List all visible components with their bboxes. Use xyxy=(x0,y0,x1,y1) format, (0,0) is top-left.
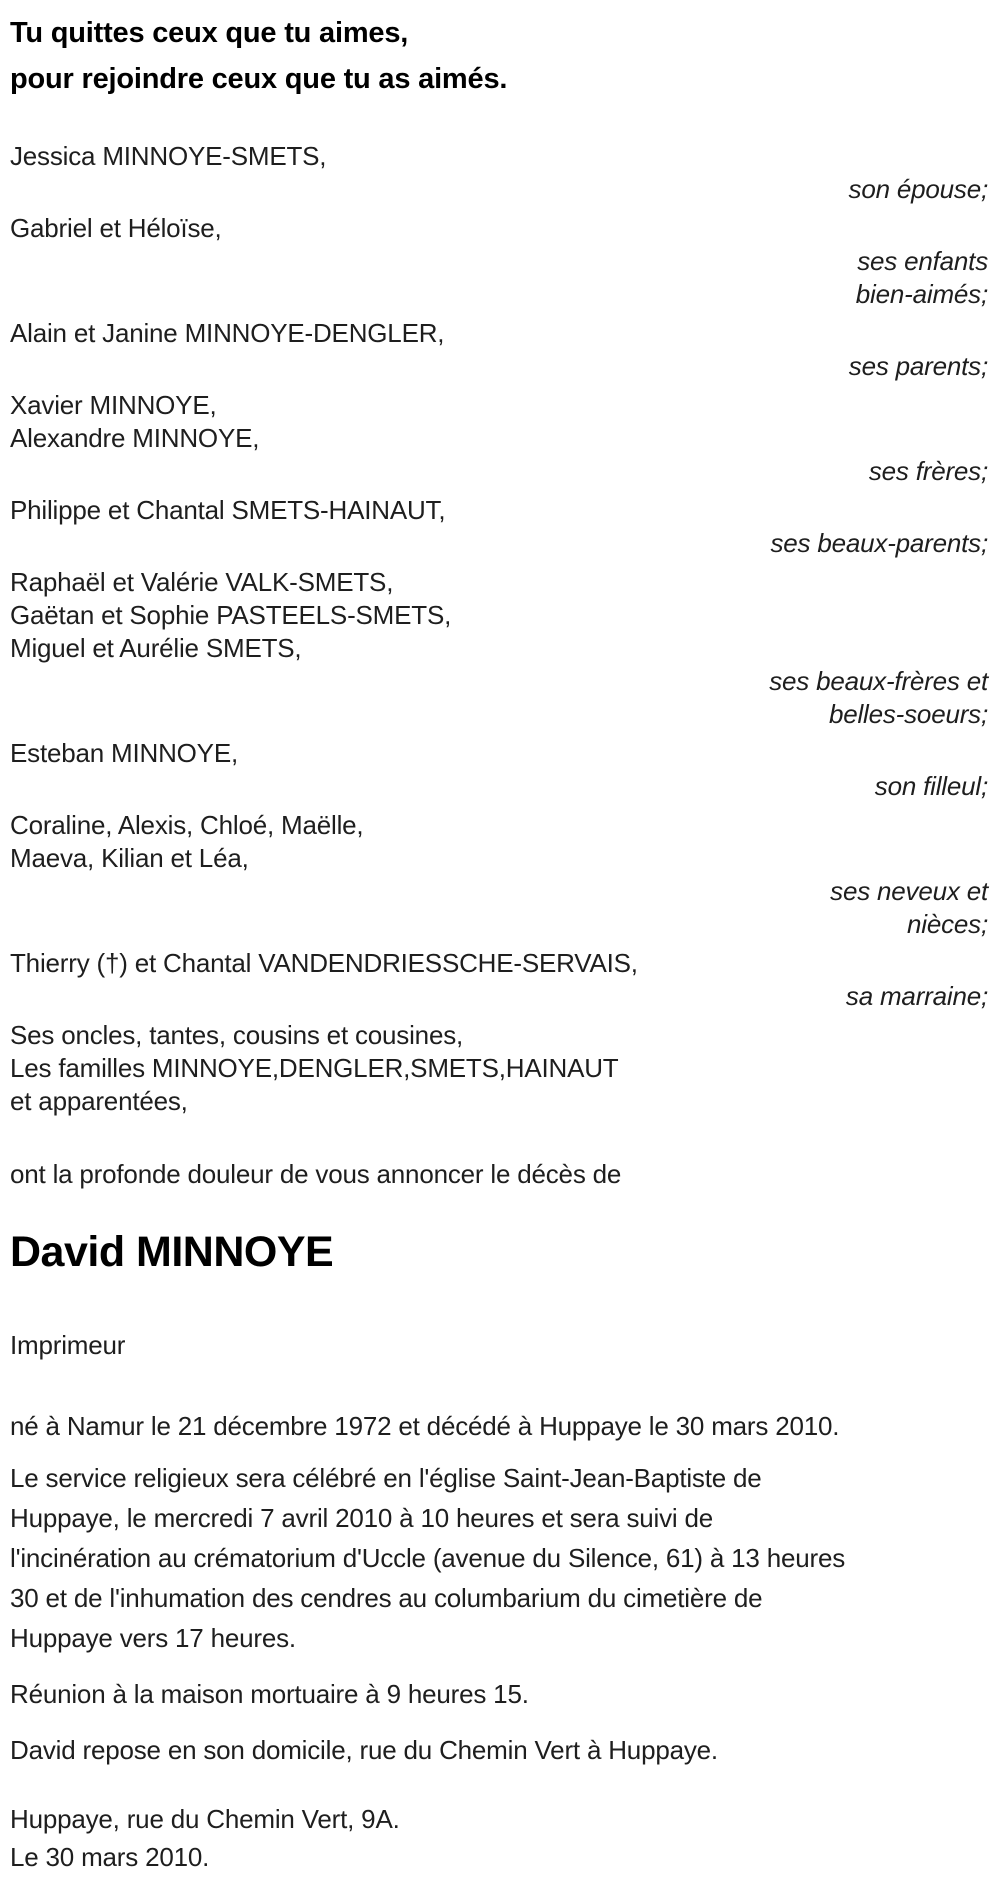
repose-line: David repose en son domicile, rue du Chemin Vert à Huppaye. xyxy=(10,1735,718,1765)
mourner-name: Alain et Janine MINNOYE-DENGLER, xyxy=(10,318,445,348)
mourner-name: Raphaël et Valérie VALK-SMETS, xyxy=(10,567,394,597)
deceased-name: David MINNOYE xyxy=(10,1228,334,1276)
service-line: Huppaye vers 17 heures. xyxy=(10,1623,296,1653)
mourner-name: Jessica MINNOYE-SMETS, xyxy=(10,141,327,171)
relation-line: ses beaux-frères et xyxy=(769,666,988,696)
service-line: 30 et de l'inhumation des cendres au columbarium du cimetière de xyxy=(10,1583,763,1613)
mourner-name: Esteban MINNOYE, xyxy=(10,738,238,768)
relation-line: bien-aimés; xyxy=(855,279,988,309)
relation-line: ses parents; xyxy=(848,351,988,381)
deceased-profession: Imprimeur xyxy=(10,1330,126,1360)
mourner-name: Xavier MINNOYE, xyxy=(10,390,217,420)
mourner-group-godmother xyxy=(10,947,988,1013)
epigraph-line-1: Tu quittes ceux que tu aimes, xyxy=(10,17,409,49)
service-line: Huppaye, le mercredi 7 avril 2010 à 10 heures et sera suivi de xyxy=(10,1503,713,1533)
mourner-relation xyxy=(10,875,988,941)
mourner-name: Philippe et Chantal SMETS-HAINAUT, xyxy=(10,495,446,525)
mourner-name: Coraline, Alexis, Chloé, Maëlle, xyxy=(10,810,364,840)
announcement-line: ont la profonde douleur de vous annoncer le décès de xyxy=(10,1159,622,1189)
epigraph-line-2: pour rejoindre ceux que tu as aimés. xyxy=(10,63,508,95)
mourner-relation xyxy=(10,770,988,803)
epigraph xyxy=(10,10,988,102)
relation-line: son épouse; xyxy=(848,174,988,204)
relation-line: ses beaux-parents; xyxy=(770,528,988,558)
mourner-name: Alexandre MINNOYE, xyxy=(10,423,260,453)
family-line: et apparentées, xyxy=(10,1086,188,1116)
mourner-name: Gabriel et Héloïse, xyxy=(10,213,222,243)
service-paragraph xyxy=(10,1458,988,1658)
relation-line: ses enfants xyxy=(857,246,988,276)
mourner-relation xyxy=(10,665,988,731)
mourner-group-inlaw-siblings xyxy=(10,566,988,731)
relation-line: ses neveux et xyxy=(830,876,988,906)
mourner-relation xyxy=(10,980,988,1013)
service-line: Le service religieux sera célébré en l'église Saint-Jean-Baptiste de xyxy=(10,1463,762,1493)
mourner-group-parents xyxy=(10,317,988,383)
relation-line: nièces; xyxy=(907,909,988,939)
birth-death-line: né à Namur le 21 décembre 1972 et décédé à Huppaye le 30 mars 2010. xyxy=(10,1411,840,1441)
mourner-name: Miguel et Aurélie SMETS, xyxy=(10,633,302,663)
footer-address: Huppaye, rue du Chemin Vert, 9A. xyxy=(10,1804,400,1834)
service-line: l'incinération au crématorium d'Uccle (avenue du Silence, 61) à 13 heures xyxy=(10,1543,846,1573)
mourner-relation xyxy=(10,173,988,206)
mourner-relation xyxy=(10,527,988,560)
mourner-group-godson xyxy=(10,737,988,803)
mourner-name: Thierry (†) et Chantal VANDENDRIESSCHE-SERVAIS, xyxy=(10,948,638,978)
family-line: Ses oncles, tantes, cousins et cousines, xyxy=(10,1020,464,1050)
mourner-group-brothers xyxy=(10,389,988,488)
mourner-relation xyxy=(10,455,988,488)
reunion-line: Réunion à la maison mortuaire à 9 heures 15. xyxy=(10,1679,529,1709)
mourner-group-children xyxy=(10,212,988,311)
footer-date: Le 30 mars 2010. xyxy=(10,1842,210,1872)
family-line: Les familles MINNOYE,DENGLER,SMETS,HAINAUT xyxy=(10,1053,619,1083)
mourner-group-spouse xyxy=(10,140,988,206)
mourner-relation xyxy=(10,350,988,383)
relation-line: son filleul; xyxy=(874,771,988,801)
mourner-group-inlaw-parents xyxy=(10,494,988,560)
mourner-group-nephews-nieces xyxy=(10,809,988,941)
mourner-name: Maeva, Kilian et Léa, xyxy=(10,843,249,873)
relation-line: sa marraine; xyxy=(845,981,988,1011)
footer xyxy=(10,1800,988,1876)
relation-line: ses frères; xyxy=(868,456,988,486)
relation-line: belles-soeurs; xyxy=(828,699,988,729)
extended-family-block xyxy=(10,1019,988,1118)
mourner-name: Gaëtan et Sophie PASTEELS-SMETS, xyxy=(10,600,452,630)
mourner-relation xyxy=(10,245,988,311)
